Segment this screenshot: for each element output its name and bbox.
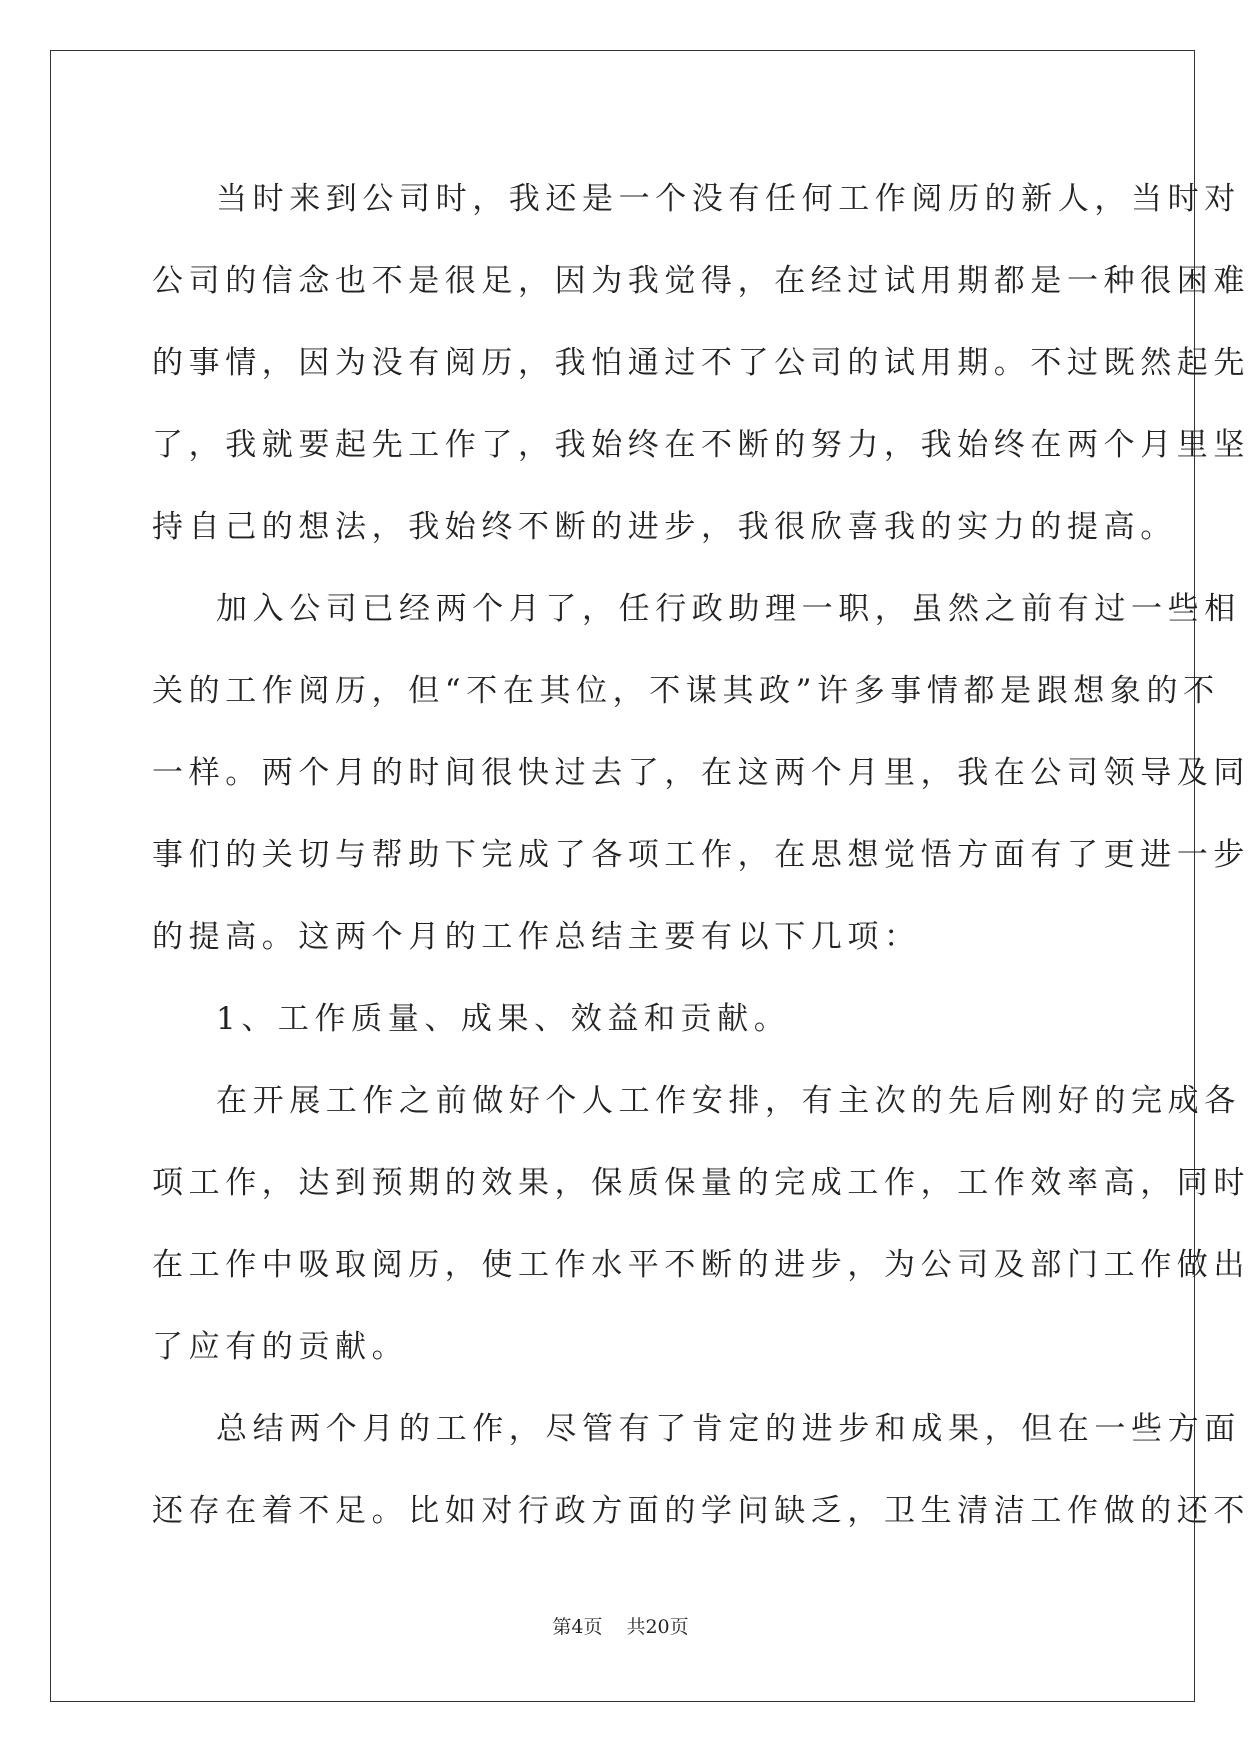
text-line: 在开展工作之前做好个人工作安排，有主次的先后刚好的完成各 xyxy=(216,1083,1241,1119)
text-line: 事们的关切与帮助下完成了各项工作，在思想觉悟方面有了更进一步 xyxy=(152,837,1250,873)
text-line: 还存在着不足。比如对行政方面的学问缺乏，卫生清洁工作做的还不 xyxy=(152,1493,1250,1529)
text-line: 总结两个月的工作，尽管有了肯定的进步和成果，但在一些方面 xyxy=(216,1411,1241,1447)
text-line: 关的工作阅历，但“不在其位，不谋其政”许多事情都是跟想象的不 xyxy=(152,673,1220,709)
text-line: 公司的信念也不是很足，因为我觉得，在经过试用期都是一种很困难 xyxy=(152,263,1250,299)
text-line: 当时来到公司时，我还是一个没有任何工作阅历的新人，当时对 xyxy=(216,181,1241,217)
text-line: 的提高。这两个月的工作总结主要有以下几项： xyxy=(152,919,921,955)
text-line: 项工作，达到预期的效果，保质保量的完成工作，工作效率高，同时 xyxy=(152,1165,1250,1201)
text-line: 持自己的想法，我始终不断的进步，我很欣喜我的实力的提高。 xyxy=(152,509,1177,545)
page-footer xyxy=(0,1612,1241,1639)
text-line: 了应有的贡献。 xyxy=(152,1329,409,1365)
text-line: 加入公司已经两个月了，任行政助理一职，虽然之前有过一些相 xyxy=(216,591,1241,627)
text-line: 的事情，因为没有阅历，我怕通过不了公司的试用期。不过既然起先 xyxy=(152,345,1250,381)
page-total: 共20页 xyxy=(626,1616,689,1638)
text-line: 在工作中吸取阅历，使工作水平不断的进步，为公司及部门工作做出 xyxy=(152,1247,1250,1283)
text-line: 一样。两个月的时间很快过去了，在这两个月里，我在公司领导及同 xyxy=(152,755,1250,791)
text-line: 1、工作质量、成果、效益和贡献。 xyxy=(216,1001,791,1037)
document-body xyxy=(152,158,1250,1552)
text-line: 了，我就要起先工作了，我始终在不断的努力，我始终在两个月里坚 xyxy=(152,427,1250,463)
page-number: 第4页 xyxy=(552,1616,603,1638)
